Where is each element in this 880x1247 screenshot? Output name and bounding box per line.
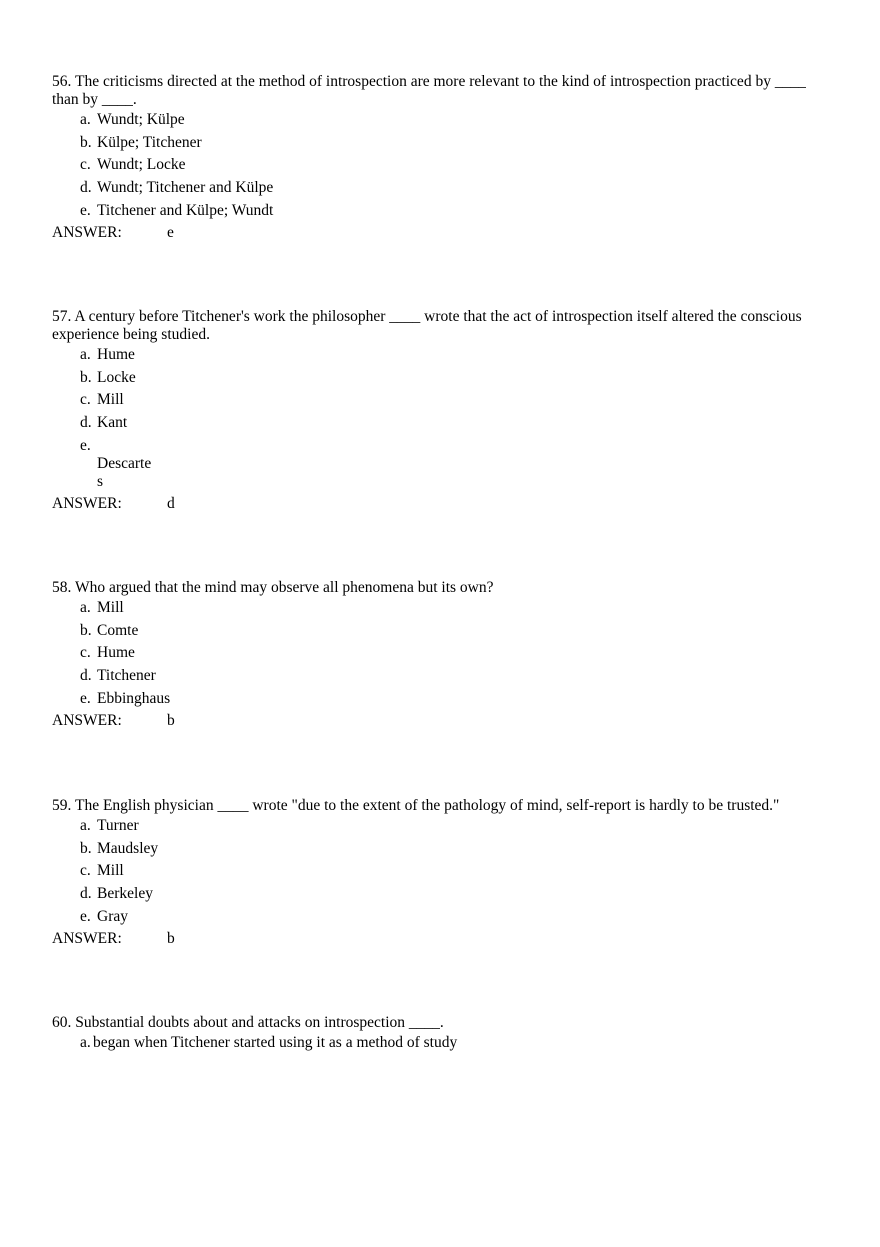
option-text: Kant [97,414,128,432]
option-text: Mill [97,862,124,880]
option-letter: a. [80,599,91,616]
option-letter: c. [80,644,91,662]
option-letter: c. [80,862,91,880]
option-list [52,346,827,495]
question-stem: 56. The criticisms directed at the method of introspection are more relevant to the kind of introspection practiced by ____ than by ____. [52,73,806,108]
option-letter: e. [80,201,91,219]
option-text: Turner [97,817,139,834]
option-text: Titchener and Külpe; Wundt [97,201,274,219]
answer-label: ANSWER: [52,224,122,242]
option-letter: e. [80,689,91,707]
option-list [52,111,827,224]
option-letter: d. [80,179,92,197]
answer-line [52,224,827,242]
answer-label: ANSWER: [52,930,122,948]
option-b [52,134,827,157]
option-text: Descartes [97,454,152,490]
answer-value: b [167,930,175,948]
option-a [52,111,827,134]
option-c [52,644,827,667]
question-60 [52,1014,827,1057]
option-e [52,690,827,713]
option-d [52,179,827,202]
option-text: Hume [97,346,135,363]
option-letter: a. [80,346,91,363]
question-59 [52,797,827,948]
option-a [52,817,827,840]
option-d [52,885,827,908]
option-a [52,346,827,369]
question-58 [52,579,827,730]
option-text: Comte [97,621,139,639]
question-stem: 57. A century before Titchener's work the philosopher ____ wrote that the act of introspection itself altered the conscious experience being studied. [52,308,802,343]
option-d [52,414,827,437]
option-text: Maudsley [97,839,159,857]
option-e [52,202,827,225]
option-text: Külpe; Titchener [97,133,202,151]
option-letter: c. [80,391,91,409]
question-stem: 58. Who argued that the mind may observe all phenomena but its own? [52,579,494,596]
answer-value: b [167,712,175,730]
option-text: Locke [97,368,136,386]
option-text: Hume [97,644,135,662]
question-stem: 60. Substantial doubts about and attacks on introspection ____. [52,1014,444,1031]
option-list [52,599,827,712]
option-letter: d. [80,414,92,432]
question-stem: 59. The English physician ____ wrote "due to the extent of the pathology of mind, self-report is hardly to be trusted." [52,797,780,814]
option-a [52,1034,827,1057]
option-d [52,667,827,690]
option-text: Wundt; Titchener and Külpe [97,179,274,197]
option-e [52,908,827,931]
option-letter: d. [80,885,92,903]
answer-line [52,495,827,513]
option-letter: d. [80,667,92,685]
option-e [52,437,827,495]
option-c [52,391,827,414]
option-b [52,369,827,392]
option-text: Wundt; Locke [97,156,186,174]
option-letter: c. [80,156,91,174]
option-letter: b. [80,839,92,857]
option-text: Mill [97,391,124,409]
option-letter: b. [80,621,92,639]
option-c [52,156,827,179]
answer-value: e [167,224,174,242]
option-text: Wundt; Külpe [97,111,185,128]
option-text: Titchener [97,667,156,685]
option-text: Ebbinghaus [97,689,171,707]
option-a [52,599,827,622]
option-text: Berkeley [97,885,153,903]
option-list [52,1034,827,1057]
option-b [52,840,827,863]
answer-line [52,712,827,730]
option-list [52,817,827,930]
option-b [52,622,827,645]
option-text: Mill [97,599,124,616]
option-letter: a. [80,817,91,834]
option-letter: a. [80,1034,91,1051]
option-text: began when Titchener started using it as a method of study [93,1034,458,1051]
question-56 [52,73,827,242]
option-letter: e. [80,907,91,925]
option-letter: b. [80,368,92,386]
answer-label: ANSWER: [52,494,122,512]
question-57 [52,308,827,513]
option-c [52,862,827,885]
option-text: Gray [97,907,128,925]
option-letter: a. [80,111,91,128]
option-letter: e. [80,436,91,454]
option-letter: b. [80,133,92,151]
answer-label: ANSWER: [52,712,122,730]
answer-line [52,930,827,948]
answer-value: d [167,494,175,512]
